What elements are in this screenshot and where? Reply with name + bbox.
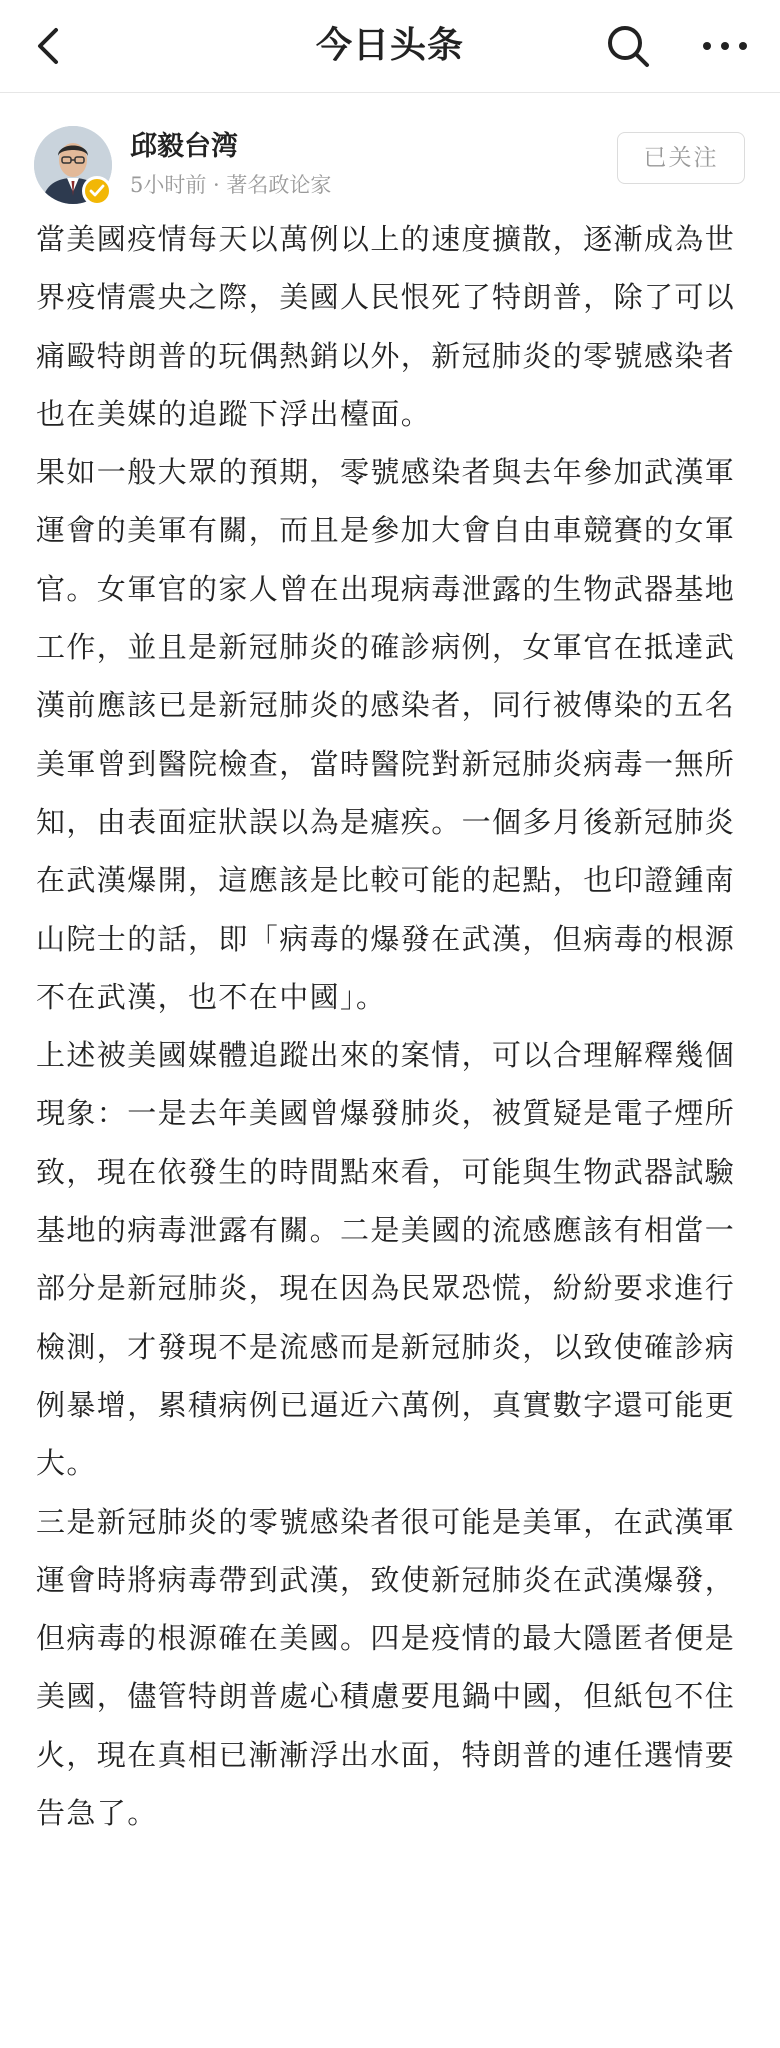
- post-meta: 5小时前 · 著名政论家: [130, 173, 332, 197]
- check-icon: [85, 179, 109, 203]
- verified-badge-icon: [82, 176, 112, 206]
- author-name[interactable]: 邱毅台湾: [130, 131, 238, 162]
- more-horizontal-icon: [693, 18, 757, 74]
- article-paragraph: 當美國疫情每天以萬例以上的速度擴散，逐漸成為世界疫情震央之際，美國人民恨死了特朗普，除了可以痛毆特朗普的玩偶熱銷以外，新冠肺炎的零號感染者也在美媒的追蹤下浮出檯面。: [36, 222, 736, 431]
- search-button[interactable]: [600, 18, 656, 74]
- author-info-row: [0, 118, 780, 210]
- search-icon: [600, 18, 656, 74]
- article-paragraph: 果如一般大眾的預期，零號感染者與去年參加武漢軍運會的美軍有關，而且是參加大會自由車競賽的女軍官。女軍官的家人曾在出現病毒泄露的生物武器基地工作，並且是新冠肺炎的確診病例，女軍官在抵達武漢前應該已是新冠肺炎的感染者，同行被傳染的五名美軍曾到醫院檢查，當時醫院對新冠肺炎病毒一無所知，由表面症狀誤以為是瘧疾。一個多月後新冠肺炎在武漢爆開，這應該是比較可能的起點，也印證鍾南山院士的話，即「病毒的爆發在武漢，但病毒的根源不在武漢，也不在中國」。: [36, 455, 736, 1014]
- article-paragraph: 三是新冠肺炎的零號感染者很可能是美軍，在武漢軍運會時將病毒帶到武漢，致使新冠肺炎在武漢爆發，但病毒的根源確在美國。四是疫情的最大隱匿者便是美國，儘管特朗普處心積慮要甩鍋中國，但紙包不住火，現在真相已漸漸浮出水面，特朗普的連任選情要告急了。: [36, 1504, 736, 1831]
- top-navigation-bar: [0, 0, 780, 93]
- app-title: 今日头条: [315, 25, 464, 66]
- more-options-button[interactable]: [693, 18, 757, 74]
- article-paragraph: 上述被美國媒體追蹤出來的案情，可以合理解釋幾個現象：一是去年美國曾爆發肺炎，被質疑是電子煙所致，現在依發生的時間點來看，可能與生物武器試驗基地的病毒泄露有關。二是美國的流感應該有相當一部分是新冠肺炎，現在因為民眾恐慌，紛紛要求進行檢測，才發現不是流感而是新冠肺炎，以致使確診病例暴增，累積病例已逼近六萬例，真實數字還可能更大。: [36, 1038, 736, 1481]
- follow-button[interactable]: 已关注: [617, 132, 745, 184]
- article-body: [36, 210, 748, 1842]
